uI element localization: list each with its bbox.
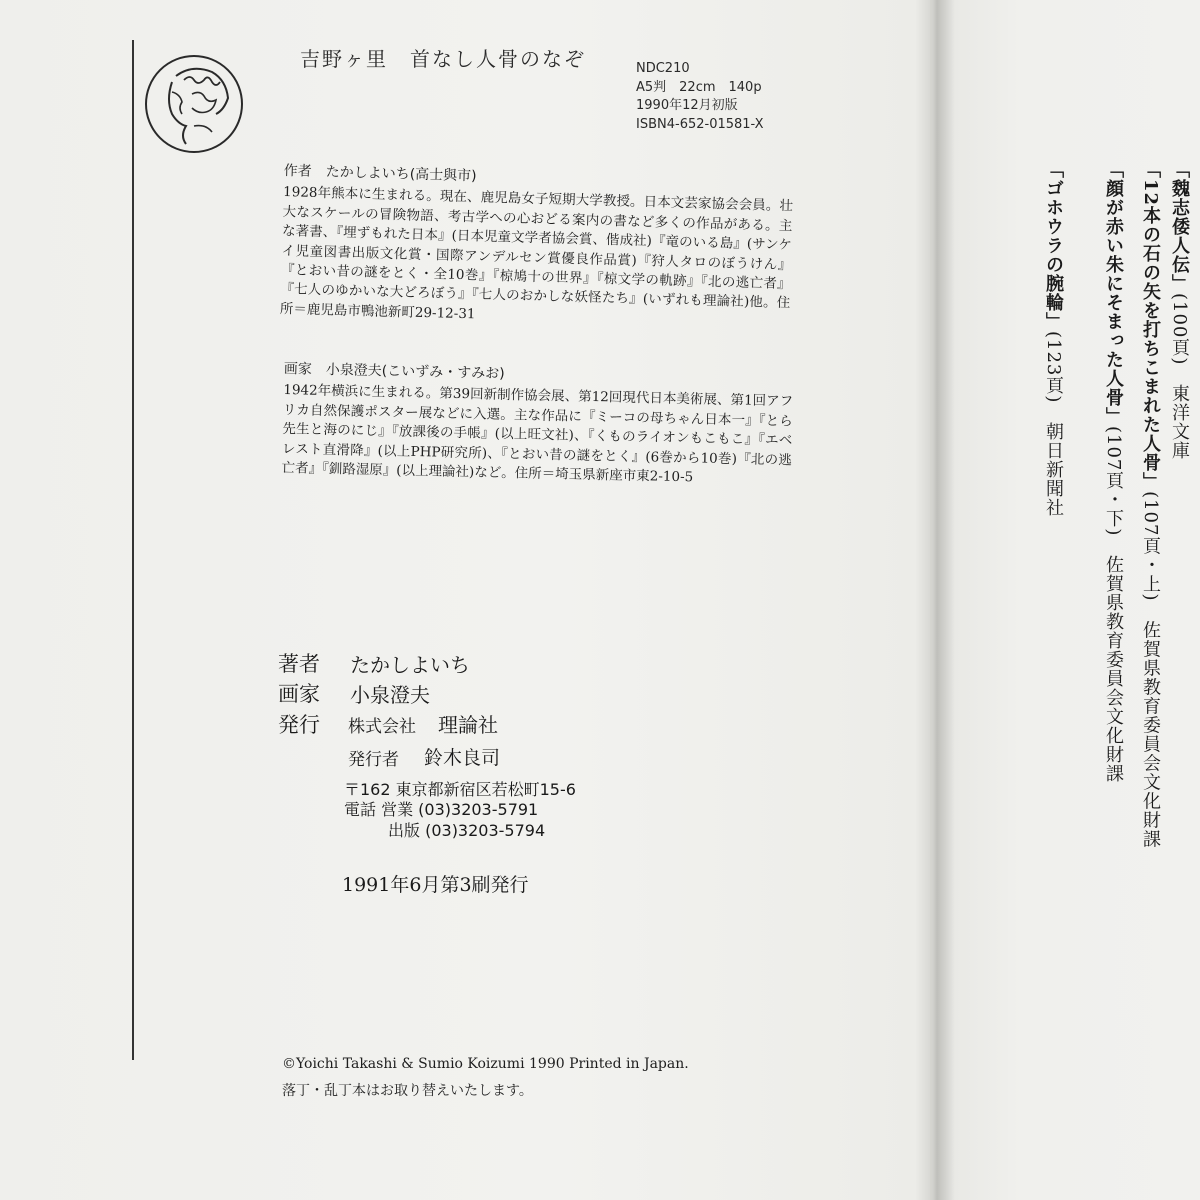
publisher-address: 〒162 東京都新宿区若松町15-6 <box>344 780 576 799</box>
author-name: たかしよいち <box>350 653 470 677</box>
credit-2-source: 佐賀県教育委員会文化財課 <box>1140 620 1161 849</box>
publisher-name: 理論社 <box>438 713 498 737</box>
publisher-corp: 株式会社 <box>348 717 416 737</box>
credit-1-page: (100頁) <box>1169 293 1190 366</box>
illustrator-bio <box>281 360 794 490</box>
illustrator-bio-text: 1942年横浜に生まれる。第39回新制作協会展、第12回現代日本美術展、第1回アフリカ自然保護ポスター展などに入選。主な作品に『ミーコの母ちゃん日本一』『とら先生と海のにじ』『放課後の手帳』(以上旺文社)、『くものライオンもこもこ』『エベレスト直滑降』(以上PHP研究所)、『とおい昔の謎をとく』(6巻から10巻)『北の逃亡者』『釧路湿原』(以上理論社)など。住所＝埼玉県新座市東2-10-5 <box>281 382 794 486</box>
author-bio <box>280 162 794 333</box>
credit-1-title: 「魏志倭人伝」 <box>1169 160 1190 293</box>
credit-4-title: 「ゴホウラの腕輪」 <box>1043 160 1064 331</box>
credit-4 <box>1040 160 1066 517</box>
credit-4-source: 朝日新聞社 <box>1043 422 1064 518</box>
author-label: 著者 <box>278 652 320 676</box>
isbn: ISBN4-652-01581-X <box>636 116 764 132</box>
printing-date: 1991年6月第3刷発行 <box>342 874 529 896</box>
credit-1-source: 東洋文庫 <box>1169 384 1190 461</box>
first-edition: 1990年12月初版 <box>636 98 738 113</box>
ndc-code: NDC210 <box>636 61 690 76</box>
credit-4-page: (123頁) <box>1043 331 1064 404</box>
illustrator-label: 画家 <box>278 682 320 706</box>
credit-3-page: (107頁・下) <box>1103 426 1124 537</box>
author-bio-heading: 作者 たかしよいち(高士與市) <box>283 162 477 185</box>
replacement-notice: 落丁・乱丁本はお取り替えいたします。 <box>282 1083 533 1099</box>
publisher-seal-logo <box>142 52 246 156</box>
credit-3 <box>1100 160 1126 783</box>
format-size: A5判 22cm 140p <box>636 79 762 95</box>
illustrator-bio-heading: 画家 小泉澄夫(こいずみ・すみお) <box>283 360 505 383</box>
credit-2 <box>1137 160 1163 848</box>
book-gutter <box>915 0 955 1200</box>
phone-publishing: 出版 (03)3203-5794 <box>388 821 546 840</box>
credit-2-page: (107頁・上) <box>1140 491 1161 602</box>
credit-3-source: 佐賀県教育委員会文化財課 <box>1103 555 1124 784</box>
credit-3-title: 「顔が赤い朱にそまった人骨」 <box>1103 160 1124 426</box>
publisher-label: 発行 <box>278 713 320 737</box>
book-metadata <box>636 60 764 134</box>
phone-sales: 電話 営業 (03)3203-5791 <box>344 800 539 819</box>
margin-rule <box>132 40 134 1060</box>
illustrator-name: 小泉澄夫 <box>350 683 430 707</box>
credit-1 <box>1166 160 1192 460</box>
issuer-name: 鈴木良司 <box>424 747 501 769</box>
copyright-notice: ©Yoichi Takashi & Sumio Koizumi 1990 Printed in Japan. <box>282 1056 689 1072</box>
book-title: 吉野ヶ里 首なし人骨のなぞ <box>300 47 586 71</box>
issuer-label: 発行者 <box>348 750 399 770</box>
credit-2-title: 「12本の石の矢を打ちこまれた人骨」 <box>1140 160 1161 492</box>
author-bio-text: 1928年熊本に生まれる。現在、鹿児島女子短期大学教授。日本文芸家協会会員。壮大なスケールの冒険物語、考古学への心おどる案内の書など多くの作品がある。主な著書、『埋ずもれた日本』(日本児童文学者協会賞、偕成社)『竜のいる島』(サンケイ児童図書出版文化賞・国際アンデルセン賞優良作品賞)『狩人タロのぼうけん』『とおい昔の謎をとく・全10巻』『椋鳩十の世界』『椋文学の軌跡』『北の逃亡者』『七人のゆかいな大どろぼう』『七人のおかしな妖怪たち』(いずれも理論社)他。住所＝鹿児島市鴨池新町29-12-31 <box>279 184 794 323</box>
